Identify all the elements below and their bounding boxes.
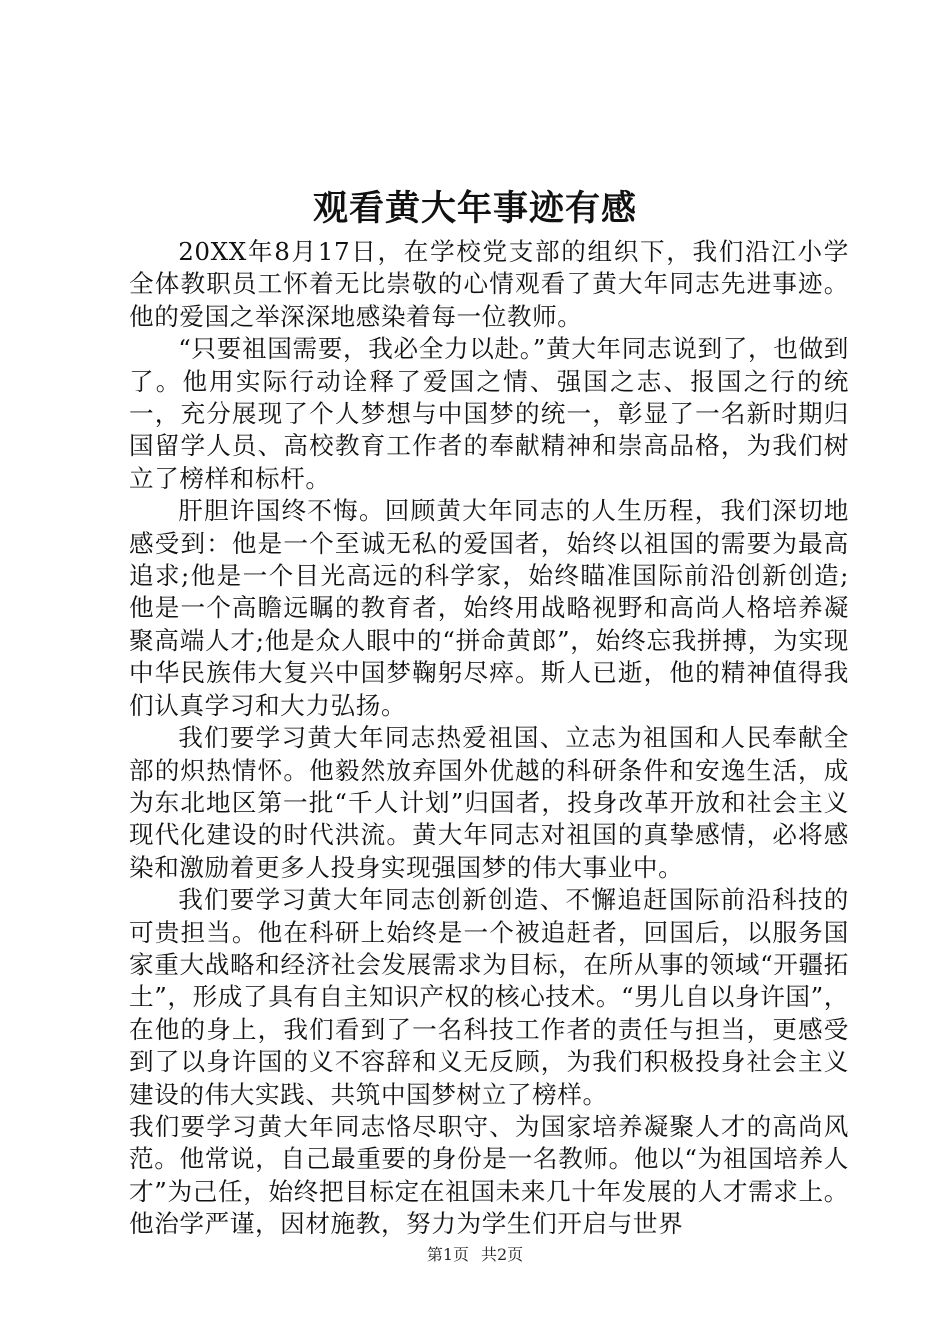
paragraph: 我们要学习黄大年同志恪尽职守、为国家培养凝聚人才的高尚风范。他常说，自己最重要的身份是一名教师。他以“为祖国培养人才”为己任，始终把目标定在祖国未来几十年发展的人才需求上。他治学严谨，因材施教，努力为学生们开启与世界 bbox=[129, 1111, 849, 1239]
page-total: 共2页 bbox=[481, 1245, 524, 1264]
paragraph: 20XX年8月17日，在学校党支部的组织下，我们沿江小学全体教职员工怀着无比崇敬的心情观看了黄大年同志先进事迹。他的爱国之举深深地感染着每一位教师。 bbox=[129, 237, 849, 331]
page-footer bbox=[0, 1245, 950, 1265]
paragraph: 我们要学习黄大年同志创新创造、不懈追赶国际前沿科技的可贵担当。他在科研上始终是一个被追赶者，回国后，以服务国家重大战略和经济社会发展需求为目标，在所从事的领域“开疆拓土”，形成了具有自主知识产权的核心技术。“男儿自以身许国”，在他的身上，我们看到了一名科技工作者的责任与担当，更感受到了以身许国的义不容辞和义无反顾，为我们积极投身社会主义建设的伟大实践、共筑中国梦树立了榜样。 bbox=[129, 885, 849, 1109]
page-number: 第1页 bbox=[426, 1245, 469, 1264]
paragraph: 肝胆许国终不悔。回顾黄大年同志的人生历程，我们深切地感受到：他是一个至诚无私的爱国者，始终以祖国的需要为最高追求;他是一个目光高远的科学家，始终瞄准国际前沿创新创造;他是一个高瞻远瞩的教育者，始终用战略视野和高尚人格培养凝聚高端人才;他是众人眼中的“拼命黄郎”，始终忘我拼搏，为实现中华民族伟大复兴中国梦鞠躬尽瘁。斯人已逝，他的精神值得我们认真学习和大力弘扬。 bbox=[129, 496, 849, 720]
paragraph: “只要祖国需要，我必全力以赴。”黄大年同志说到了，也做到了。他用实际行动诠释了爱国之情、强国之志、报国之行的统一，充分展现了个人梦想与中国梦的统一，彰显了一名新时期归国留学人员、高校教育工作者的奉献精神和崇高品格，为我们树立了榜样和标杆。 bbox=[129, 334, 849, 493]
document-title: 观看黄大年事迹有感 bbox=[312, 188, 637, 229]
document-body bbox=[129, 236, 849, 1241]
paragraph: 我们要学习黄大年同志热爱祖国、立志为祖国和人民奉献全部的炽热情怀。他毅然放弃国外优越的科研条件和安逸生活，成为东北地区第一批“千人计划”归国者，投身改革开放和社会主义现代化建设的时代洪流。黄大年同志对祖国的真挚感情，必将感染和激励着更多人投身实现强国梦的伟大事业中。 bbox=[129, 723, 849, 882]
